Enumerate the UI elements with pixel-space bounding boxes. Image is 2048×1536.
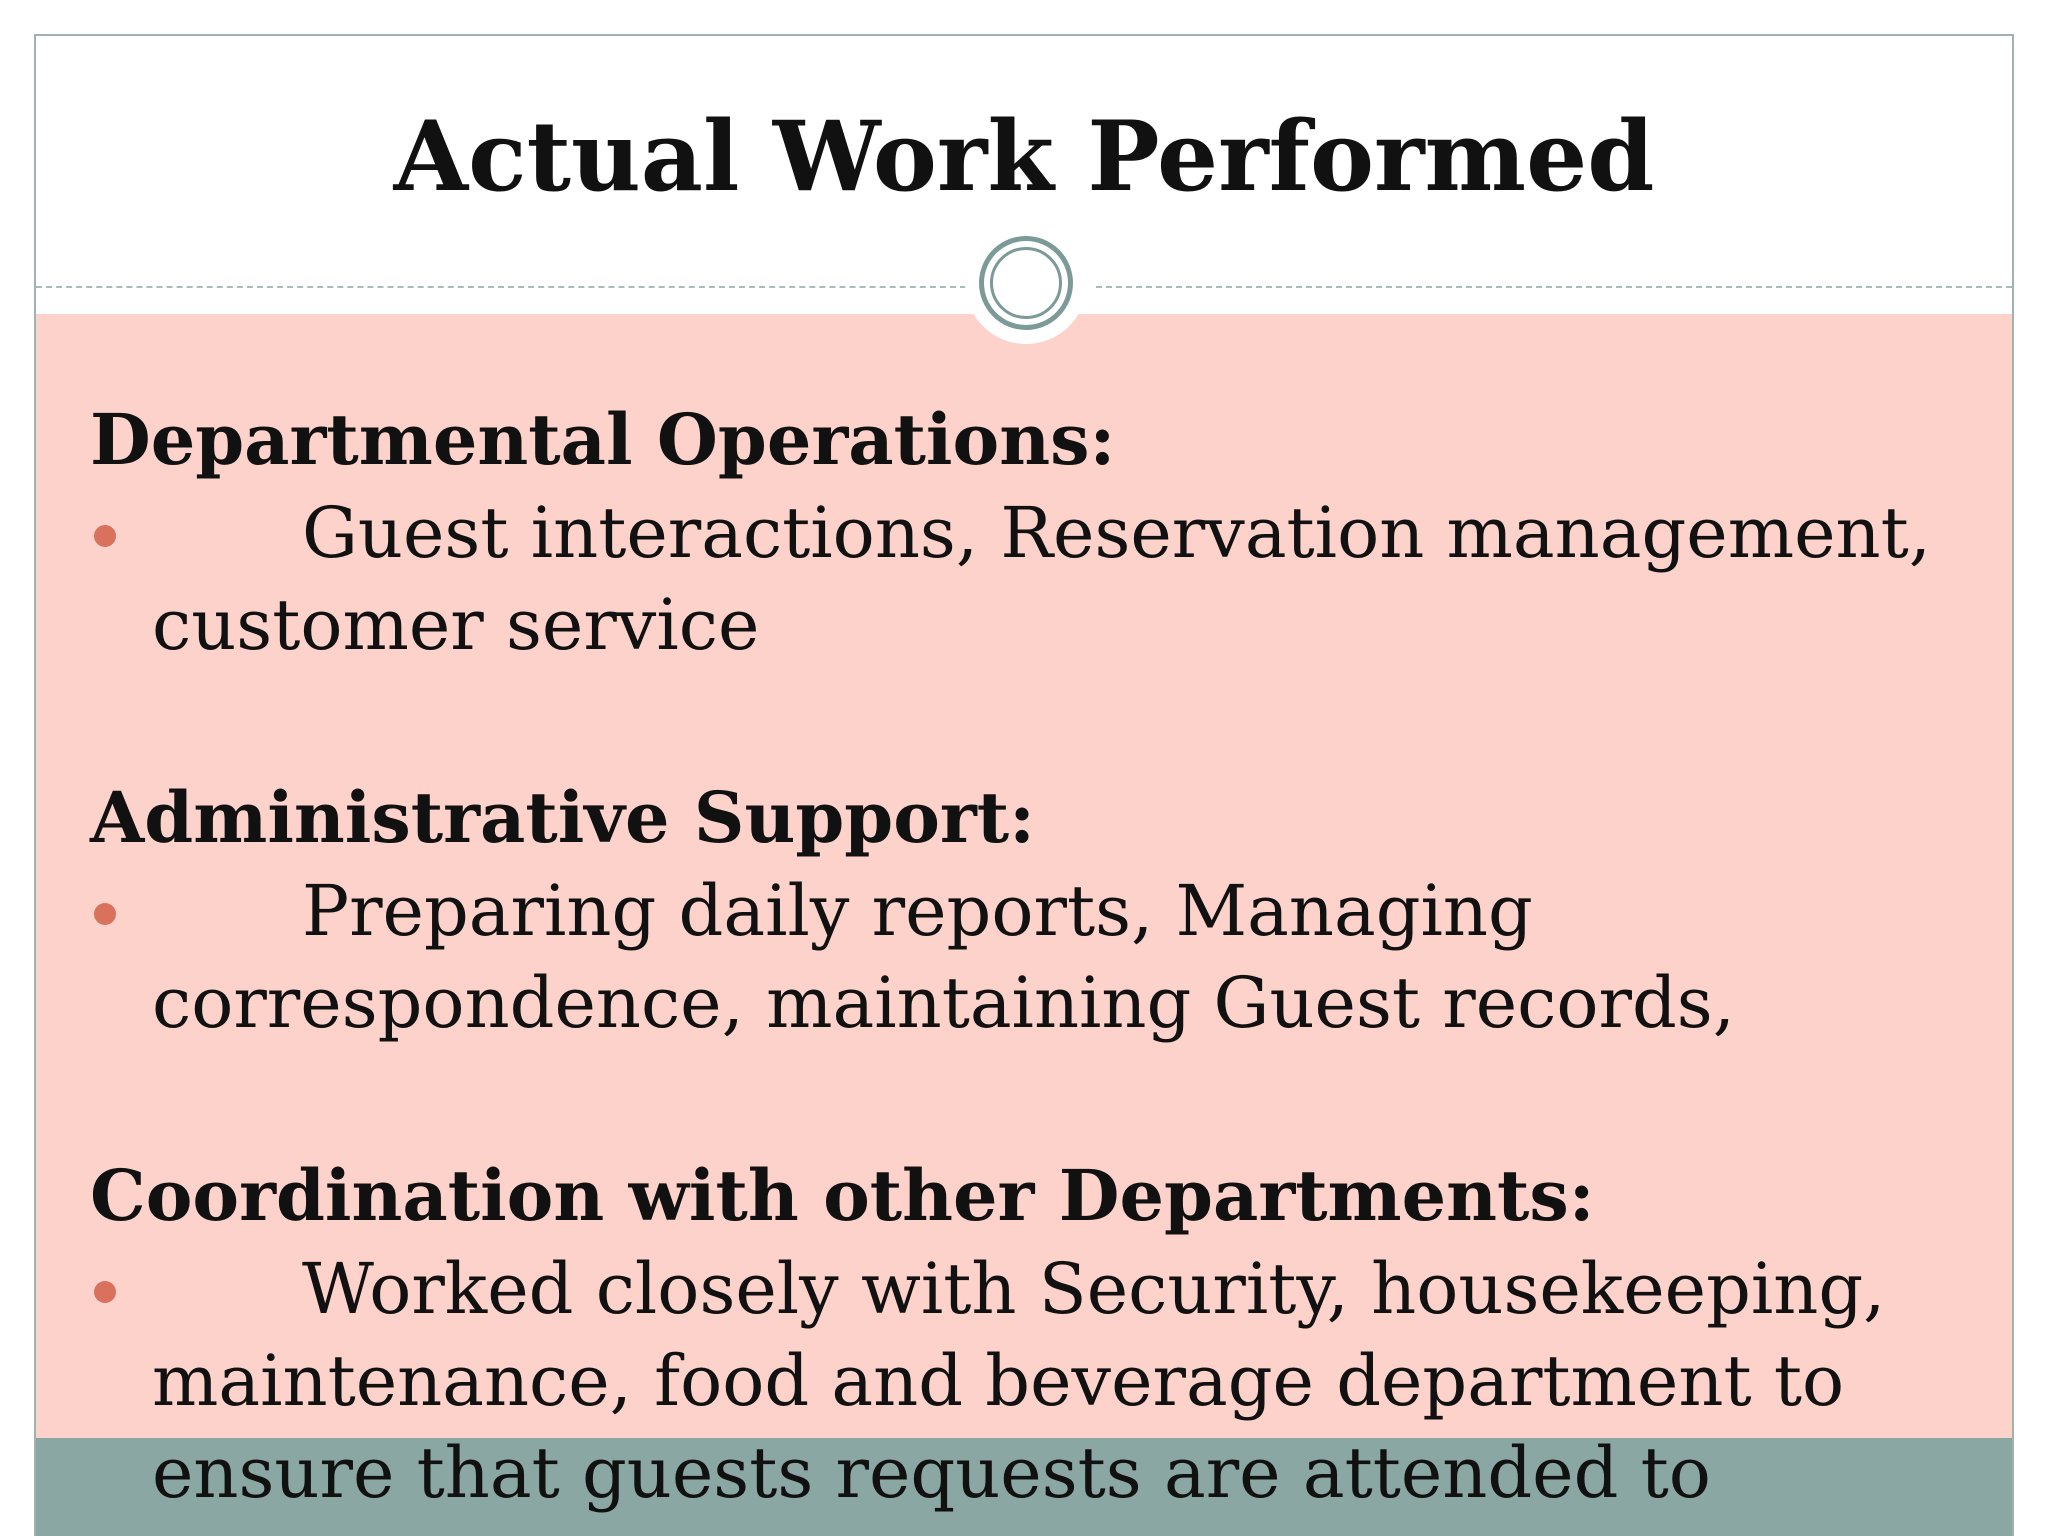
- bullet-dot-icon: [94, 525, 116, 547]
- bullet-item: [90, 1243, 1970, 1519]
- bullet-dot-icon: [94, 903, 116, 925]
- bullet-text: Worked closely with Security, housekeeping, maintenance, food and beverage department to ensure that guests requests are attended to: [152, 1248, 1886, 1514]
- bullet-text: Preparing daily reports, Managing correspondence, maintaining Guest records,: [152, 870, 1735, 1044]
- slide-body: [90, 394, 1970, 1536]
- section-coordination: [90, 1150, 1970, 1519]
- bullet-dot-icon: [94, 1281, 116, 1303]
- ring-ornament-inner: [979, 236, 1073, 330]
- section-heading: Administrative Support:: [90, 776, 1035, 859]
- title-divider-left: [36, 286, 966, 288]
- section-departmental-operations: [90, 394, 1970, 671]
- bullet-item: [90, 487, 1970, 671]
- section-heading: Departmental Operations:: [90, 398, 1116, 481]
- ring-ornament-icon: [965, 222, 1087, 344]
- bullet-item: [90, 865, 1970, 1049]
- section-administrative-support: [90, 772, 1970, 1049]
- title-divider-right: [1096, 286, 2012, 288]
- section-heading: Coordination with other Departments:: [90, 1154, 1595, 1237]
- slide-title: Actual Work Performed: [393, 100, 1655, 213]
- bullet-text: Guest interactions, Reservation management, customer service: [152, 492, 1931, 666]
- slide: [34, 34, 2014, 1536]
